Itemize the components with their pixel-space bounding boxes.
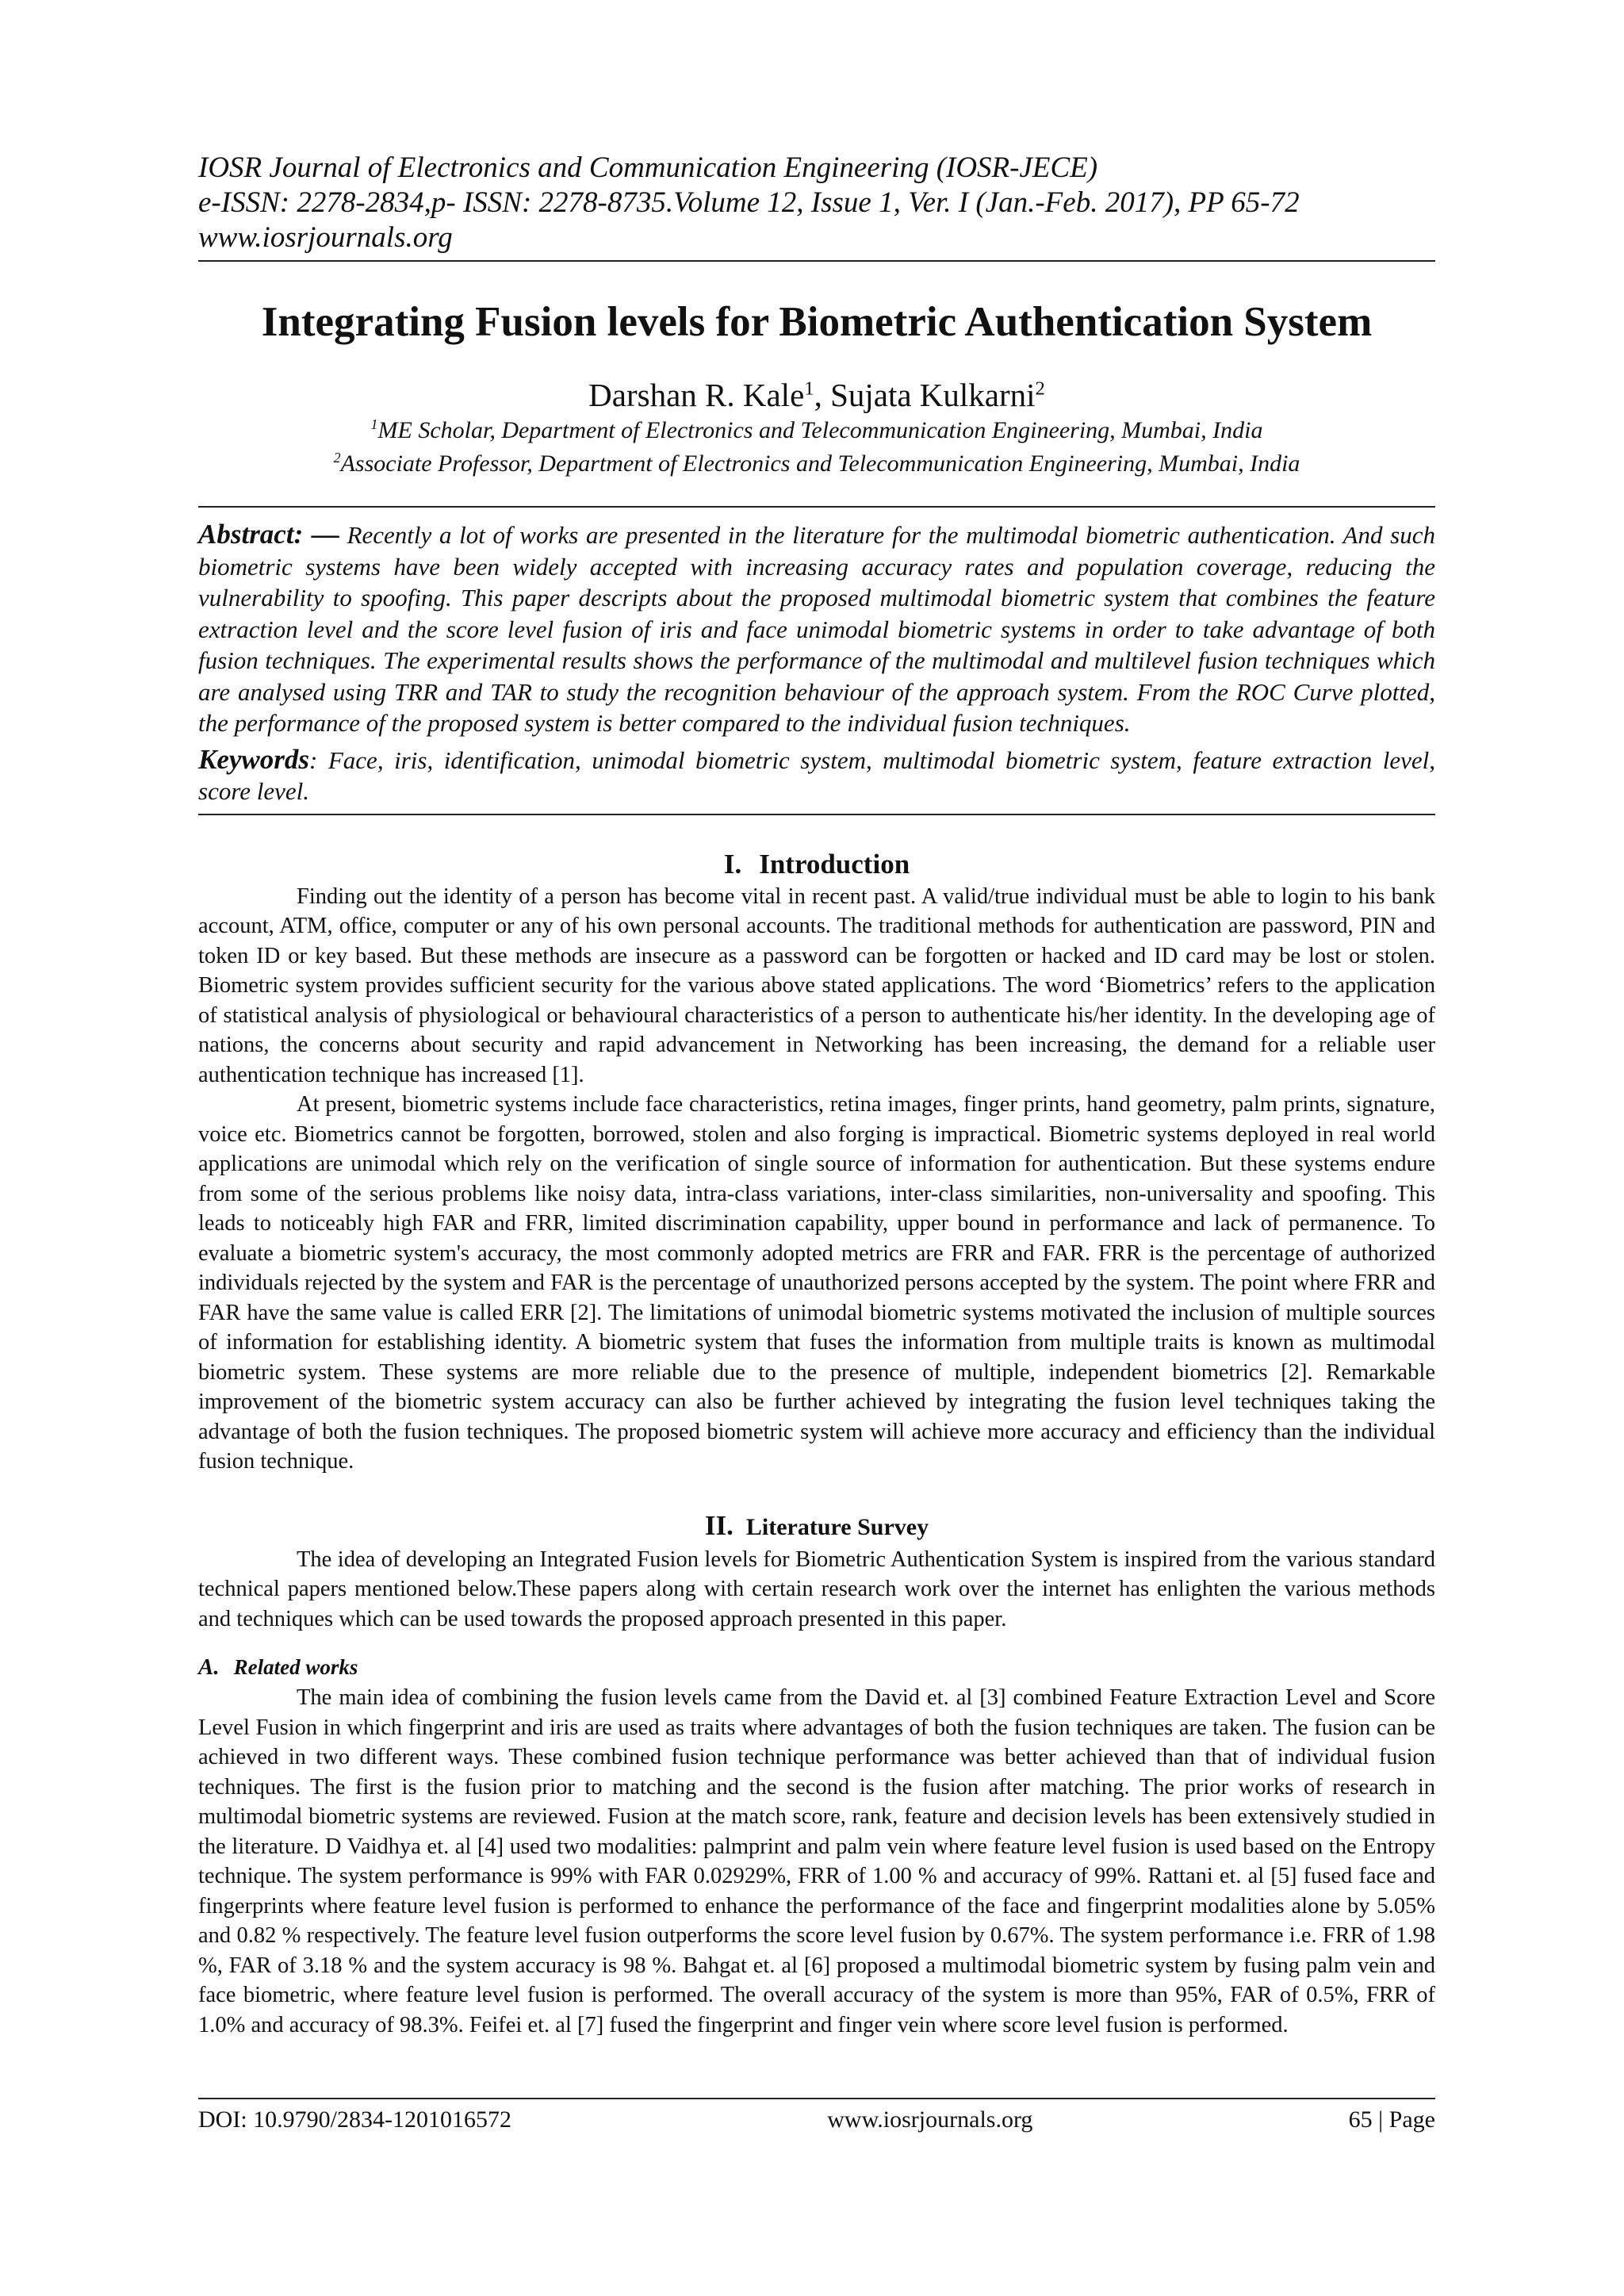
section-1-number: I. — [723, 848, 742, 880]
page-footer — [198, 2098, 1435, 2134]
author-1-sup: 1 — [804, 378, 814, 400]
subsection-related-works-heading — [198, 1651, 1435, 1683]
affiliation-1 — [198, 414, 1435, 447]
literature-paragraph-1: The idea of developing an Integrated Fusion levels for Biometric Authentication System is inspired from the various standard technical papers mentioned below.These papers along with certain research work over the internet has enlighten the various methods and techniques which can be used towards the proposed approach presented in this paper. — [198, 1547, 1435, 1631]
footer-website: www.iosrjournals.org — [827, 2106, 1033, 2133]
journal-website: www.iosrjournals.org — [198, 221, 453, 254]
keywords-label: Keywords — [198, 743, 309, 775]
author-2: Sujata Kulkarni — [830, 377, 1036, 413]
header-rule — [198, 260, 1435, 262]
section-literature-heading — [198, 1508, 1435, 1545]
footer-doi: DOI: 10.9790/2834-1201016572 — [198, 2106, 511, 2133]
author-separator: , — [814, 377, 831, 413]
subsection-a-title: Related works — [233, 1655, 358, 1679]
journal-issn: e-ISSN: 2278-2834,p- ISSN: 2278-8735.Volume 12, Issue 1, Ver. I (Jan.-Feb. 2017), PP 65-72 — [198, 186, 1300, 219]
keywords — [198, 744, 1435, 807]
authors — [198, 376, 1435, 414]
footer-page-number: 65 | Page — [1348, 2106, 1435, 2133]
section-introduction-heading — [198, 847, 1435, 882]
paper-page — [198, 151, 1435, 2040]
intro-paragraph-2: At present, biometric systems include face characteristics, retina images, finger prints, hand geometry, palm prints, signature, voice etc. Biometrics cannot be forgotten, borrowed, stolen and also forging is impractical. Biometric systems deployed in real world applications are unimodal which rely on the verification of single source of information for authentication. But these systems endure from some of the serious problems like noisy data, intra-class variations, inter-class similarities, non-universality and spoofing. This leads to noticeably high FAR and FRR, limited discrimination capability, upper bound in performance and lack of permanence. To evaluate a biometric system's accuracy, the most commonly adopted metrics are FRR and FAR. FRR is the percentage of authorized individuals rejected by the system and FAR is the percentage of unauthorized persons accepted by the system. The point where FRR and FAR have the same value is called ERR [2]. The limitations of unimodal biometric systems motivated the inclusion of multiple sources of information for establishing identity. A biometric system that fuses the information from multiple traits is known as multimodal biometric system. These systems are more reliable due to the presence of multiple, independent biometrics [2]. Remarkable improvement of the biometric system accuracy can also be further achieved by integrating the fusion level techniques taking the advantage of both the fusion techniques. The proposed biometric system will achieve more accuracy and efficiency than the individual fusion technique. — [198, 1092, 1435, 1474]
abstract-text: Recently a lot of works are presented in the literature for the multimodal biometric authentication. And such biometric systems have been widely accepted with increasing accuracy rates and population coverage, reducing the vulnerability to spoofing. This paper descripts about the proposed multimodal biometric system that combines the feature extraction level and the score level fusion of iris and face unimodal biometric systems in order to take advantage of both fusion techniques. The experimental results shows the performance of the multimodal and multilevel fusion techniques which are analysed using TRR and TAR to study the recognition behaviour of the approach system. From the ROC Curve plotted, the performance of the proposed system is better compared to the individual fusion techniques. — [198, 521, 1435, 737]
subsection-a-number: A. — [198, 1654, 220, 1680]
abstract — [198, 519, 1435, 739]
affiliation-1-text: ME Scholar, Department of Electronics and Telecommunication Engineering, Mumbai, India — [377, 417, 1263, 443]
abstract-label: Abstract: — — [198, 519, 339, 550]
intro-paragraph-1: Finding out the identity of a person has become vital in recent past. A valid/true individual must be able to login to his bank account, ATM, office, computer or any of his own personal accounts. The traditional methods for authentication are password, PIN and token ID or key based. But these methods are insecure as a password can be forgotten or hacked and ID card may be lost or stolen. Biometric system provides sufficient security for the various above stated applications. The word ‘Biometrics’ refers to the application of statistical analysis of physiological or behavioural characteristics of a person to authenticate his/her identity. In the developing age of nations, the concerns about security and rapid advancement in Networking has been increasing, the demand for a reliable user authentication technique has increased [1]. — [198, 884, 1435, 1087]
abstract-top-rule — [198, 506, 1435, 508]
section-2-title: Literature Survey — [745, 1513, 929, 1540]
abstract-bottom-rule — [198, 814, 1435, 815]
author-2-sup: 2 — [1035, 378, 1045, 400]
journal-name: IOSR Journal of Electronics and Communication Engineering (IOSR-JECE) — [198, 151, 1098, 184]
author-1: Darshan R. Kale — [588, 377, 805, 413]
affiliation-2-text: Associate Professor, Department of Electronics and Telecommunication Engineering, Mumbai, India — [340, 450, 1300, 477]
affiliation-2-sup: 2 — [333, 450, 341, 466]
section-2-number: II. — [704, 1509, 733, 1541]
keywords-text: : Face, iris, identification, unimodal biometric system, multimodal biometric system, feature extraction level, score level. — [198, 746, 1435, 805]
affiliation-1-sup: 1 — [370, 416, 378, 432]
affiliation-2 — [198, 447, 1435, 481]
related-works-paragraph: The main idea of combining the fusion levels came from the David et. al [3] combined Feature Extraction Level and Score Level Fusion in which fingerprint and iris are used as traits where advantages of both the fusion techniques are taken. The fusion can be achieved in two different ways. These combined fusion technique performance was better achieved than that of individual fusion techniques. The first is the fusion prior to matching and the second is the fusion after matching. The prior works of research in multimodal biometric systems are reviewed. Fusion at the match score, rank, feature and decision levels has been extensively studied in the literature. D Vaidhya et. al [4] used two modalities: palmprint and palm vein where feature level fusion is used based on the Entropy technique. The system performance is 99% with FAR 0.02929%, FRR of 1.00 % and accuracy of 99%. Rattani et. al [5] fused face and fingerprints where feature level fusion is performed to enhance the performance of the face and fingerprint modalities alone by 5.05% and 0.82 % respectively. The feature level fusion outperforms the score level fusion by 0.67%. The system performance i.e. FRR of 1.98 %, FAR of 3.18 % and the system accuracy is 98 %. Bahgat et. al [6] proposed a multimodal biometric system by fusing palm vein and face biometric, where feature level fusion is performed. The overall accuracy of the system is more than 95%, FAR of 0.5%, FRR of 1.0% and accuracy of 98.3%. Feifei et. al [7] fused the fingerprint and finger vein where score level fusion is performed. — [198, 1685, 1435, 2037]
paper-title: Integrating Fusion levels for Biometric Authentication System — [261, 299, 1373, 345]
journal-header — [198, 151, 1435, 255]
section-1-title: Introduction — [759, 848, 910, 880]
